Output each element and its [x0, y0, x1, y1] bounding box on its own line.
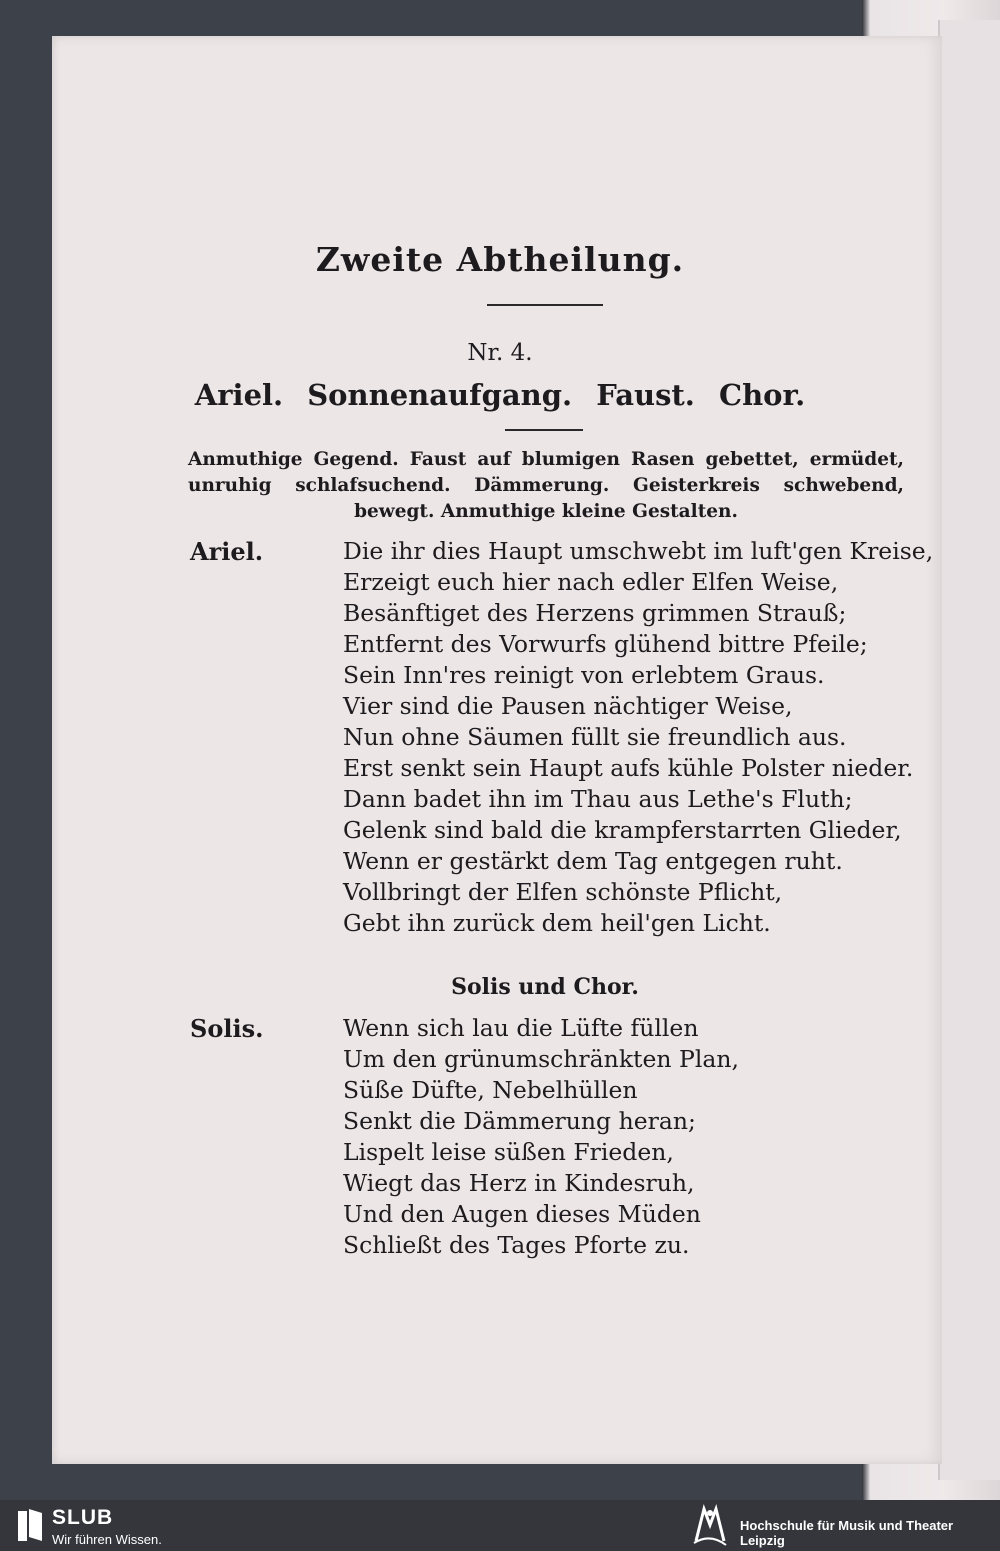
verse-line: Nun ohne Säumen füllt sie freundlich aus.	[343, 723, 847, 751]
stage-direction: Anmuthige Gegend. Faust auf blumigen Rasen gebettet, ermüdet, unruhig schlafsuchend. Dämmerung. Geisterkreis schwebend, bewegt. Anmuthige kleine Gestalten.	[188, 449, 904, 522]
piece-heading: Ariel. Sonnenaufgang. Faust. Chor.	[194, 378, 806, 412]
slub-brand[interactable]: SLUB	[52, 1506, 114, 1529]
verse-line: Vollbringt der Elfen schönste Pflicht,	[343, 878, 783, 906]
verse-line: Erzeigt euch hier nach edler Elfen Weise,	[343, 568, 839, 596]
piece-number: Nr. 4.	[467, 340, 533, 366]
facing-page-edge	[938, 20, 1000, 1480]
verse-line: Sein Inn'res reinigt von erlebtem Graus.	[343, 661, 825, 689]
subheading: Solis und Chor.	[451, 974, 639, 1000]
ariel-verse	[343, 536, 933, 939]
solis-verse	[343, 1013, 739, 1261]
title-rule	[487, 304, 603, 306]
verse-line: Wenn er gestärkt dem Tag entgegen ruht.	[343, 847, 843, 875]
verse-line: Vier sind die Pausen nächtiger Weise,	[343, 692, 793, 720]
page-title: Zweite Abtheilung.	[315, 240, 685, 279]
verse-line: Schließt des Tages Pforte zu.	[343, 1231, 690, 1259]
heading-rule	[505, 429, 583, 431]
verse-line: Gelenk sind bald die krampferstarrten Glieder,	[343, 816, 902, 844]
verse-line: Wenn sich lau die Lüfte füllen	[343, 1014, 699, 1042]
verse-line: Dann badet ihn im Thau aus Lethe's Fluth;	[343, 785, 853, 813]
slub-tagline: Wir führen Wissen.	[52, 1532, 162, 1547]
verse-line: Süße Düfte, Nebelhüllen	[343, 1076, 638, 1104]
verse-line: Senkt die Dämmerung heran;	[343, 1107, 696, 1135]
speaker-ariel: Ariel.	[190, 537, 264, 566]
speaker-solis: Solis.	[190, 1014, 264, 1043]
verse-line: Gebt ihn zurück dem heil'gen Licht.	[343, 909, 771, 937]
verse-line: Entfernt des Vorwurfs glühend bittre Pfeile;	[343, 630, 868, 658]
verse-line: Und den Augen dieses Müden	[343, 1200, 701, 1228]
institution-name[interactable]: Hochschule für Musik und Theater Leipzig	[740, 1518, 954, 1548]
verse-line: Wiegt das Herz in Kindesruh,	[343, 1169, 695, 1197]
slub-logo-icon	[18, 1509, 42, 1541]
verse-line: Besänftiget des Herzens grimmen Strauß;	[343, 599, 847, 627]
verse-line: Die ihr dies Haupt umschwebt im luft'gen Kreise,	[343, 537, 934, 565]
verse-line: Um den grünumschränkten Plan,	[343, 1045, 739, 1073]
hmt-logo-icon	[690, 1503, 730, 1547]
verse-line: Lispelt leise süßen Frieden,	[343, 1138, 674, 1166]
footer-bar	[0, 1500, 1000, 1551]
verse-line: Erst senkt sein Haupt aufs kühle Polster nieder.	[343, 754, 914, 782]
